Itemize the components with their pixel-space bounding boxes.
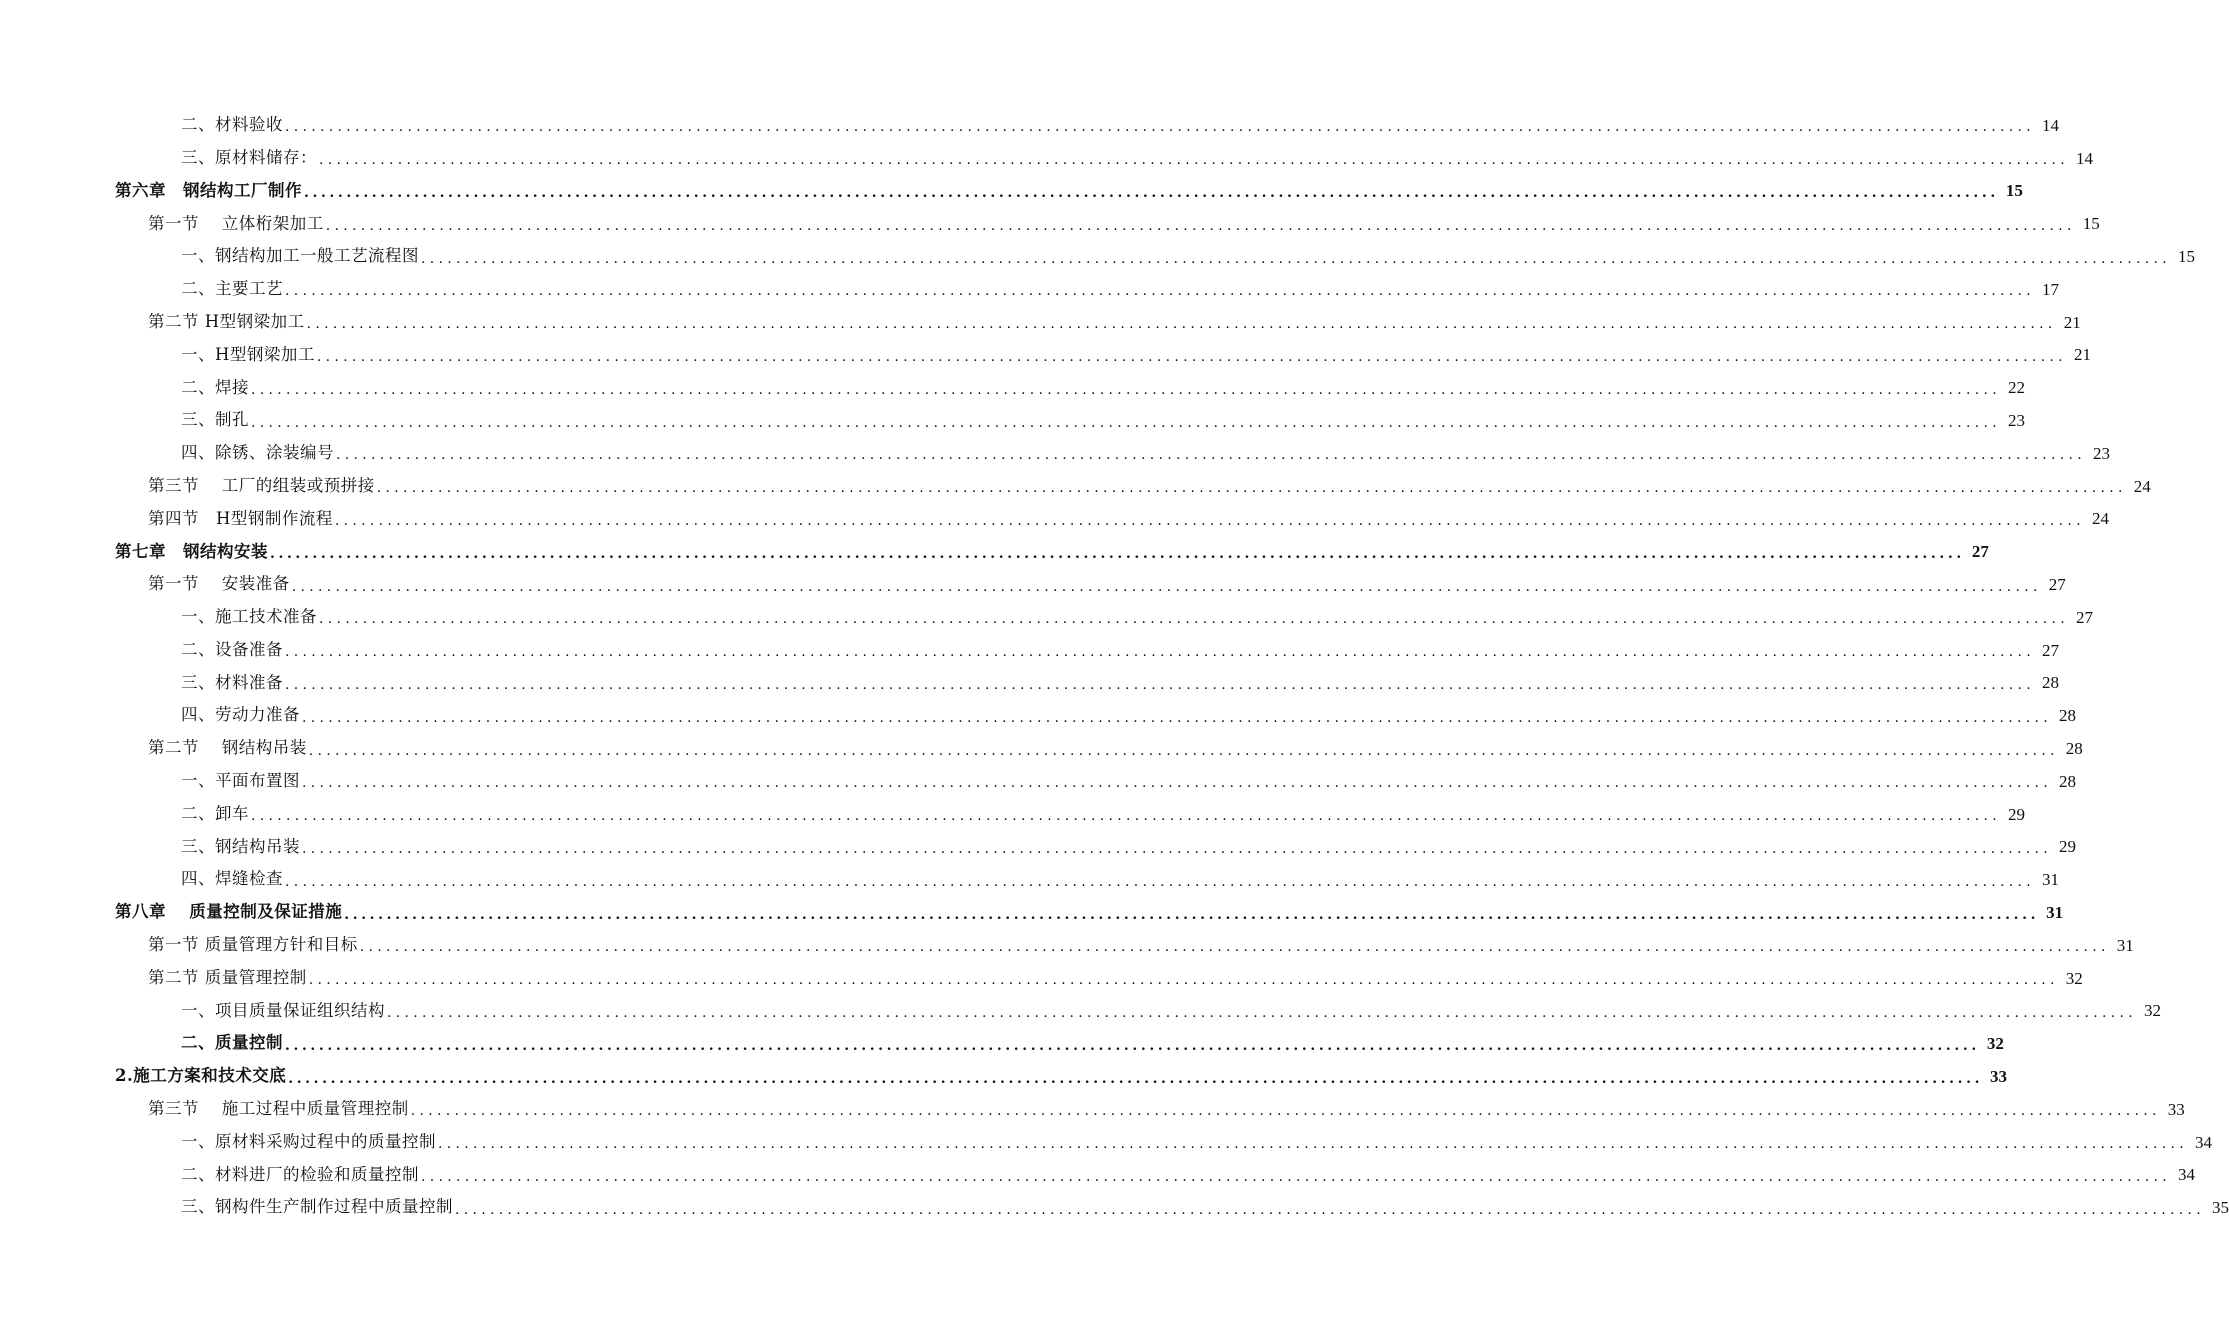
toc-page-number: 32 (2144, 1001, 2162, 1021)
toc-dot-leader: ........................................................................................................................................................................................................ (285, 676, 2036, 693)
table-of-contents (0, 109, 2229, 1224)
toc-dot-leader: ........................................................................................................................................................................................................ (325, 217, 2076, 234)
toc-dot-leader: ........................................................................................................................................................................................................ (285, 119, 2036, 136)
toc-dot-leader: ........................................................................................................................................................................................................ (270, 545, 1965, 562)
toc-entry-title: 第二节 钢结构吊装 (148, 738, 307, 758)
toc-dot-leader: ........................................................................................................................................................................................................ (304, 184, 1999, 201)
toc-dot-leader: ........................................................................................................................................................................................................ (319, 611, 2070, 628)
toc-section-entry[interactable] (0, 306, 2081, 339)
toc-entry-title: 一、钢结构加工一般工艺流程图 (181, 246, 419, 266)
toc-entry-title: 第二节 H型钢梁加工 (148, 311, 305, 331)
toc-entry-title: 第三节 工厂的组装或预拼接 (148, 475, 375, 495)
toc-dot-leader: ........................................................................................................................................................................................................ (308, 742, 2059, 759)
toc-subsection-entry[interactable] (0, 142, 2094, 175)
toc-page-number: 34 (2195, 1132, 2213, 1152)
toc-chapter-entry[interactable] (0, 175, 2023, 208)
toc-dot-leader: ........................................................................................................................................................................................................ (288, 1070, 1984, 1087)
toc-dot-leader: ........................................................................................................................................................................................................ (336, 447, 2087, 464)
toc-entry-title: 一、原材料采购过程中的质量控制 (181, 1131, 436, 1151)
toc-page-number: 21 (2073, 345, 2091, 365)
toc-dot-leader: ........................................................................................................................................................................................................ (319, 152, 2070, 169)
toc-entry-title: 2.施工方案和技术交底 (115, 1066, 287, 1086)
toc-page-number: 24 (2091, 509, 2109, 529)
toc-subsection-entry[interactable] (0, 1191, 2229, 1224)
toc-subsection-entry[interactable] (0, 995, 2162, 1028)
toc-subsection-entry[interactable] (0, 634, 2060, 667)
toc-page-number: 15 (2005, 181, 2023, 201)
toc-subsection-entry[interactable] (0, 339, 2091, 372)
toc-subsection-entry[interactable] (0, 240, 2196, 273)
toc-entry-title: 二、材料进厂的检验和质量控制 (181, 1164, 419, 1184)
toc-entry-title: 二、主要工艺 (181, 279, 283, 299)
toc-entry-title: 四、劳动力准备 (181, 705, 300, 725)
toc-dot-leader: ........................................................................................................................................................................................................ (421, 1168, 2172, 1185)
toc-page-number: 14 (2042, 115, 2060, 135)
toc-page-number: 35 (2212, 1198, 2229, 1218)
toc-entry-title: 四、除锈、涂装编号 (181, 443, 334, 463)
toc-page-number: 27 (2042, 640, 2060, 660)
toc-section-entry[interactable] (0, 929, 2134, 962)
toc-page-number: 27 (2048, 575, 2066, 595)
toc-entry-title: 三、材料准备 (181, 672, 283, 692)
toc-dot-leader: ........................................................................................................................................................................................................ (455, 1201, 2206, 1218)
toc-section-entry[interactable] (0, 732, 2083, 765)
toc-entry-title: 三、原材料储存： (181, 147, 317, 167)
toc-dot-leader: ........................................................................................................................................................................................................ (410, 1103, 2161, 1120)
toc-page-number: 17 (2042, 279, 2060, 299)
toc-entry-title: 第二节 质量管理控制 (148, 967, 307, 987)
toc-page-number: 33 (1990, 1067, 2008, 1086)
toc-subsection-entry[interactable] (0, 798, 2026, 831)
toc-page-number: 14 (2076, 148, 2094, 168)
toc-entry-title: 四、焊缝检查 (181, 869, 283, 889)
toc-entry-title: 三、钢结构吊装 (181, 836, 300, 856)
toc-subsection-entry[interactable] (0, 273, 2060, 306)
toc-chapter-entry[interactable] (0, 535, 1989, 568)
toc-entry-title: 三、制孔 (181, 410, 249, 430)
toc-page-number: 29 (2008, 804, 2026, 824)
toc-subsection-entry[interactable] (0, 831, 2077, 864)
toc-page-number: 32 (1986, 1034, 2004, 1054)
toc-section-entry[interactable] (0, 470, 2151, 503)
toc-subsection-entry[interactable] (0, 404, 2026, 437)
toc-dot-leader: ........................................................................................................................................................................................................ (285, 644, 2036, 661)
toc-dot-leader: ........................................................................................................................................................................................................ (251, 808, 2002, 825)
toc-entry-title: 一、平面布置图 (181, 771, 300, 791)
toc-page-number: 31 (2116, 935, 2134, 955)
toc-dot-leader: ........................................................................................................................................................................................................ (308, 972, 2059, 989)
toc-subsection-entry[interactable] (0, 371, 2026, 404)
toc-entry-title: 一、施工技术准备 (181, 607, 317, 627)
toc-entry-title: 第一节 立体桁架加工 (148, 213, 324, 233)
toc-dot-leader: ........................................................................................................................................................................................................ (376, 480, 2127, 497)
toc-entry-title: 二、设备准备 (181, 639, 283, 659)
toc-page-number: 27 (2076, 607, 2094, 627)
toc-entry-title: 二、质量控制 (181, 1033, 283, 1053)
toc-entry-title: 第六章 钢结构工厂制作 (115, 180, 302, 200)
toc-dot-leader: ........................................................................................................................................................................................................ (316, 348, 2067, 365)
toc-dot-leader: ........................................................................................................................................................................................................ (285, 1037, 1980, 1054)
toc-dot-leader: ........................................................................................................................................................................................................ (438, 1136, 2189, 1153)
toc-entry-title: 第三节 施工过程中质量管理控制 (148, 1099, 409, 1119)
toc-page-number: 23 (2008, 411, 2026, 431)
toc-chapter-entry[interactable] (0, 896, 2064, 929)
toc-dot-leader: ........................................................................................................................................................................................................ (302, 775, 2053, 792)
toc-section-entry[interactable] (0, 207, 2100, 240)
toc-dot-leader: ........................................................................................................................................................................................................ (359, 939, 2110, 956)
toc-entry-title: 第四节 H型钢制作流程 (148, 508, 333, 528)
toc-dot-leader: ........................................................................................................................................................................................................ (344, 906, 2040, 923)
toc-entry-title: 第八章 质量控制及保证措施 (115, 902, 343, 922)
toc-subsection-entry[interactable] (0, 699, 2077, 732)
toc-page-number: 31 (2046, 903, 2064, 923)
toc-page-number: 15 (2082, 214, 2100, 234)
toc-section-entry[interactable] (0, 1093, 2185, 1126)
toc-subsection-entry[interactable] (0, 863, 2060, 896)
toc-subsection-entry[interactable] (0, 437, 2111, 470)
toc-page-number: 32 (2065, 968, 2083, 988)
toc-dot-leader: ........................................................................................................................................................................................................ (251, 414, 2002, 431)
toc-dot-leader: ........................................................................................................................................................................................................ (291, 578, 2042, 595)
toc-entry-title: 一、H型钢梁加工 (181, 344, 315, 364)
toc-page-number: 23 (2093, 443, 2111, 463)
toc-dot-leader: ........................................................................................................................................................................................................ (421, 250, 2172, 267)
toc-page-number: 24 (2133, 476, 2151, 496)
toc-subsection-entry[interactable] (0, 1159, 2196, 1192)
toc-section-entry[interactable] (0, 503, 2109, 536)
toc-entry-title: 第一节 质量管理方针和目标 (148, 935, 358, 955)
toc-page-number: 15 (2178, 247, 2196, 267)
toc-dot-leader: ........................................................................................................................................................................................................ (306, 316, 2057, 333)
toc-page-number: 33 (2167, 1099, 2185, 1119)
toc-page-number: 21 (2063, 312, 2081, 332)
toc-subsection-entry[interactable] (0, 667, 2060, 700)
toc-page-number: 22 (2008, 378, 2026, 398)
toc-dot-leader: ........................................................................................................................................................................................................ (387, 1004, 2138, 1021)
toc-section-entry[interactable] (0, 568, 2066, 601)
toc-subsection-entry[interactable] (0, 601, 2094, 634)
toc-page-number: 29 (2059, 837, 2077, 857)
toc-dot-leader: ........................................................................................................................................................................................................ (251, 381, 2002, 398)
toc-page-number: 28 (2059, 771, 2077, 791)
toc-section-entry[interactable] (0, 962, 2083, 995)
toc-subsection-entry[interactable] (0, 1027, 2004, 1060)
toc-dot-leader: ........................................................................................................................................................................................................ (302, 709, 2053, 726)
toc-entry-title: 一、项目质量保证组织结构 (181, 1000, 385, 1020)
toc-chapter-entry[interactable] (0, 1060, 2008, 1093)
toc-dot-leader: ........................................................................................................................................................................................................ (334, 512, 2085, 529)
toc-page-number: 28 (2042, 673, 2060, 693)
toc-entry-title: 二、焊接 (181, 377, 249, 397)
toc-dot-leader: ........................................................................................................................................................................................................ (302, 840, 2053, 857)
toc-page-number: 28 (2059, 706, 2077, 726)
toc-subsection-entry[interactable] (0, 1126, 2213, 1159)
toc-dot-leader: ........................................................................................................................................................................................................ (285, 283, 2036, 300)
toc-entry-title: 二、材料验收 (181, 115, 283, 135)
toc-page-number: 27 (1971, 542, 1989, 562)
toc-page-number: 34 (2178, 1165, 2196, 1185)
toc-entry-title: 三、钢构件生产制作过程中质量控制 (181, 1197, 453, 1217)
toc-subsection-entry[interactable] (0, 765, 2077, 798)
toc-entry-title: 二、卸车 (181, 803, 249, 823)
toc-page-number: 28 (2065, 739, 2083, 759)
toc-page-number: 31 (2042, 870, 2060, 890)
toc-subsection-entry[interactable] (0, 109, 2060, 142)
toc-entry-title: 第一节 安装准备 (148, 574, 290, 594)
toc-entry-title: 第七章 钢结构安装 (115, 541, 268, 561)
toc-dot-leader: ........................................................................................................................................................................................................ (285, 873, 2036, 890)
